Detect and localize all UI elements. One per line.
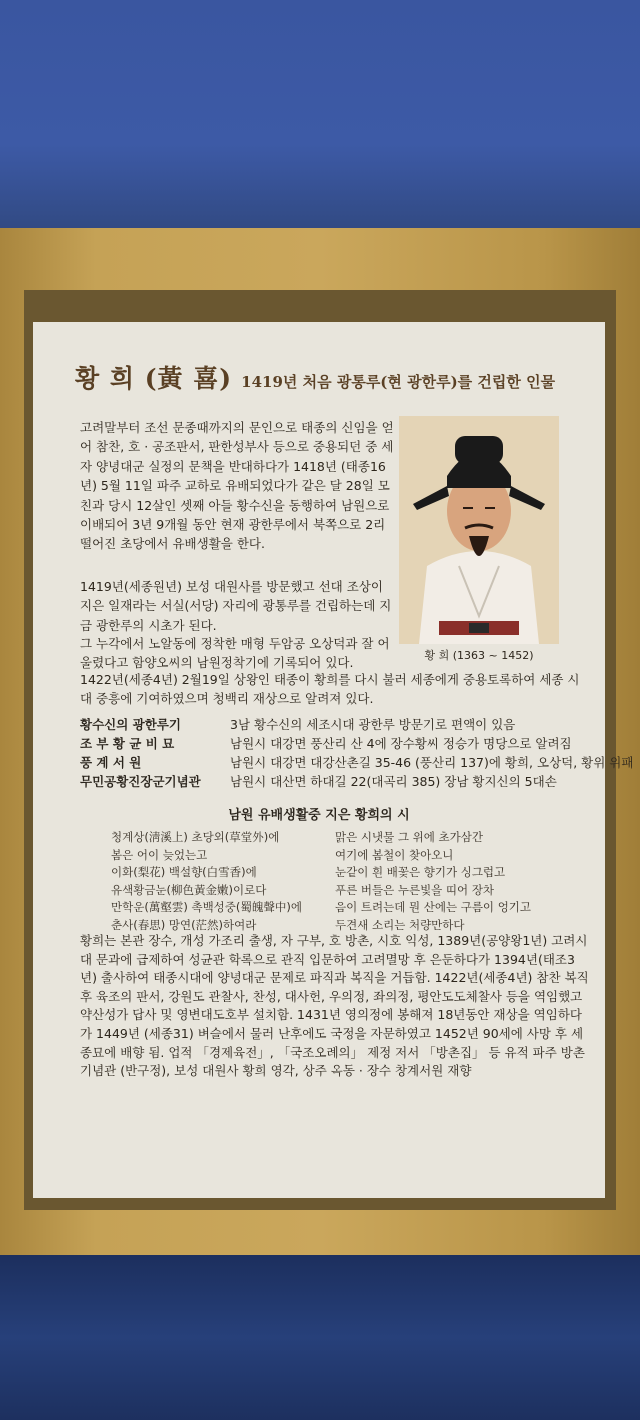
intro-paragraph-1: 고려말부터 조선 문종때까지의 문인으로 태종의 신임을 얻어 참찬, 호 · 공조판서, 판한성부사 등으로 중용되던 중 세자 양녕대군 실정의 문책을 반대하다가 1418년 (태종16년) 5월 11일 파주 교하로 유배되었다가 같은 달 28일 모친과 당시 12살인 셋째 아들 황수신을 동행하여 남원으로 이배되어 3년 9개월 동안 현재 광한루에서 북쪽으로 2리 떨어진 초당에서 유배생활을 한다. (80, 420, 394, 552)
info-key: 무민공황진장군기념관 (80, 774, 201, 789)
info-key: 황수신의 광한루기 (80, 717, 181, 732)
info-row (80, 772, 600, 791)
info-value: 남원시 대강면 풍산리 산 4에 장수황씨 정승가 명당으로 알려짐 (230, 736, 572, 751)
info-key: 풍 계 서 원 (80, 755, 142, 770)
blue-wall-bottom (0, 1255, 640, 1420)
intro-paragraph-3: 그 누각에서 노알동에 정착한 매형 두암공 오상덕과 잘 어울렸다고 함양오씨의 남원정착기에 기록되어 있다. (80, 636, 390, 671)
info-value: 3남 황수신의 세조시대 광한루 방문기로 편액이 있음 (230, 717, 516, 732)
poem-line: 봄은 어이 늦었는고 (111, 847, 208, 862)
info-table (80, 715, 634, 791)
info-value: 남원시 대산면 하대길 22(대곡리 385) 장남 황지신의 5대손 (230, 774, 557, 789)
return-paragraph: 1422년(세종4년) 2월19일 상왕인 태종이 황희를 다시 불러 세종에게 중용토록하여 세종 시대 중흥에 기여하였으며 청백리 재상으로 알려져 있다. (80, 672, 580, 707)
panel-title (75, 359, 595, 399)
poem-original-column (111, 829, 341, 935)
poem-line: 이화(梨花) 백설향(白雪香)에 (111, 865, 257, 880)
intro-paragraph-2: 1419년(세종원년) 보성 대원사를 방문했고 선대 조상이 지은 일재라는 서실(서당) 자리에 광통루를 건립하는데 지금 광한루의 시초가 된다. (80, 579, 392, 633)
poem-line: 눈같이 흰 배꽃은 향기가 싱그럽고 (335, 865, 506, 880)
info-value: 남원시 대강면 대강산촌길 35-46 (풍산리 137)에 황희, 오상덕, 황위 위패 (230, 755, 634, 770)
info-row (80, 734, 600, 753)
portrait-image (399, 416, 559, 644)
blue-wall-top (0, 0, 640, 240)
info-row (80, 753, 634, 772)
poem-line: 청계상(淸溪上) 초당외(草堂外)에 (111, 830, 280, 844)
poem-line: 여기에 봄철이 찾아오니 (335, 847, 454, 862)
portrait-caption: 황 희 (1363 ~ 1452) (424, 649, 534, 662)
title-subtitle: 1419년 처음 광통루(현 광한루)를 건립한 인물 (241, 373, 556, 391)
poem-line: 유색황금눈(柳色黃金嫩)이로다 (111, 882, 267, 897)
poem-line: 춘사(春思) 망연(茫然)하여라 (111, 917, 257, 932)
poem-line: 만학운(萬壑雲) 촉백성중(蜀魄聲中)에 (111, 900, 302, 915)
poem-line: 두견새 소리는 처량만하다 (335, 917, 465, 932)
poem-line: 푸른 버들은 누른빛을 띠어 장차 (335, 882, 495, 897)
info-panel (33, 322, 634, 1198)
poem-translation-column (335, 829, 565, 935)
title-name: 황 희 (黃 喜) (75, 364, 233, 393)
info-row (80, 715, 600, 734)
info-key: 조 부 황 균 비 묘 (80, 736, 175, 751)
bio-paragraph: 황희는 본관 장수, 개성 가조리 출생, 자 구부, 호 방촌, 시호 익성, 1389년(공양왕1년) 고려시대 문과에 급제하여 성균관 학록으로 관직 입문하여 고려멸망 후 은둔하다가 1394년(태조3년) 출사하여 태종시대에 양녕대군 문제로 파직과 복직을 거듭함. 1422년(세종4년) 참찬 복직 후 육조의 판서, 강원도 관찰사, 찬성, 대사헌, 우의정, 좌의정, 평안도도체찰사 등을 역임했고 약산성가 답사 및 영변대도호부 설치함. 1431년 영의정에 봉해져 18년동안 재상을 역임하다가 1449년 (세종31) 벼슬에서 물러 난후에도 국정을 자문하였고 1452년 90세에 사망 후 세종묘에 배향 됨. 업적 「경제육전」, 「국조오례의」 제정 저서 「방촌집」 등 유적 파주 방촌기념관 (반구정), 보성 대원사 황희 영각, 상주 옥동 · 장수 창계서원 재향 (80, 933, 589, 1079)
poem-title: 남원 유배생활중 지은 황희의 시 (228, 808, 410, 823)
poem-line: 맑은 시냇물 그 위에 초가삼간 (335, 830, 483, 844)
poem-line: 음이 트려는데 뭔 산에는 구름이 엉기고 (335, 900, 532, 915)
